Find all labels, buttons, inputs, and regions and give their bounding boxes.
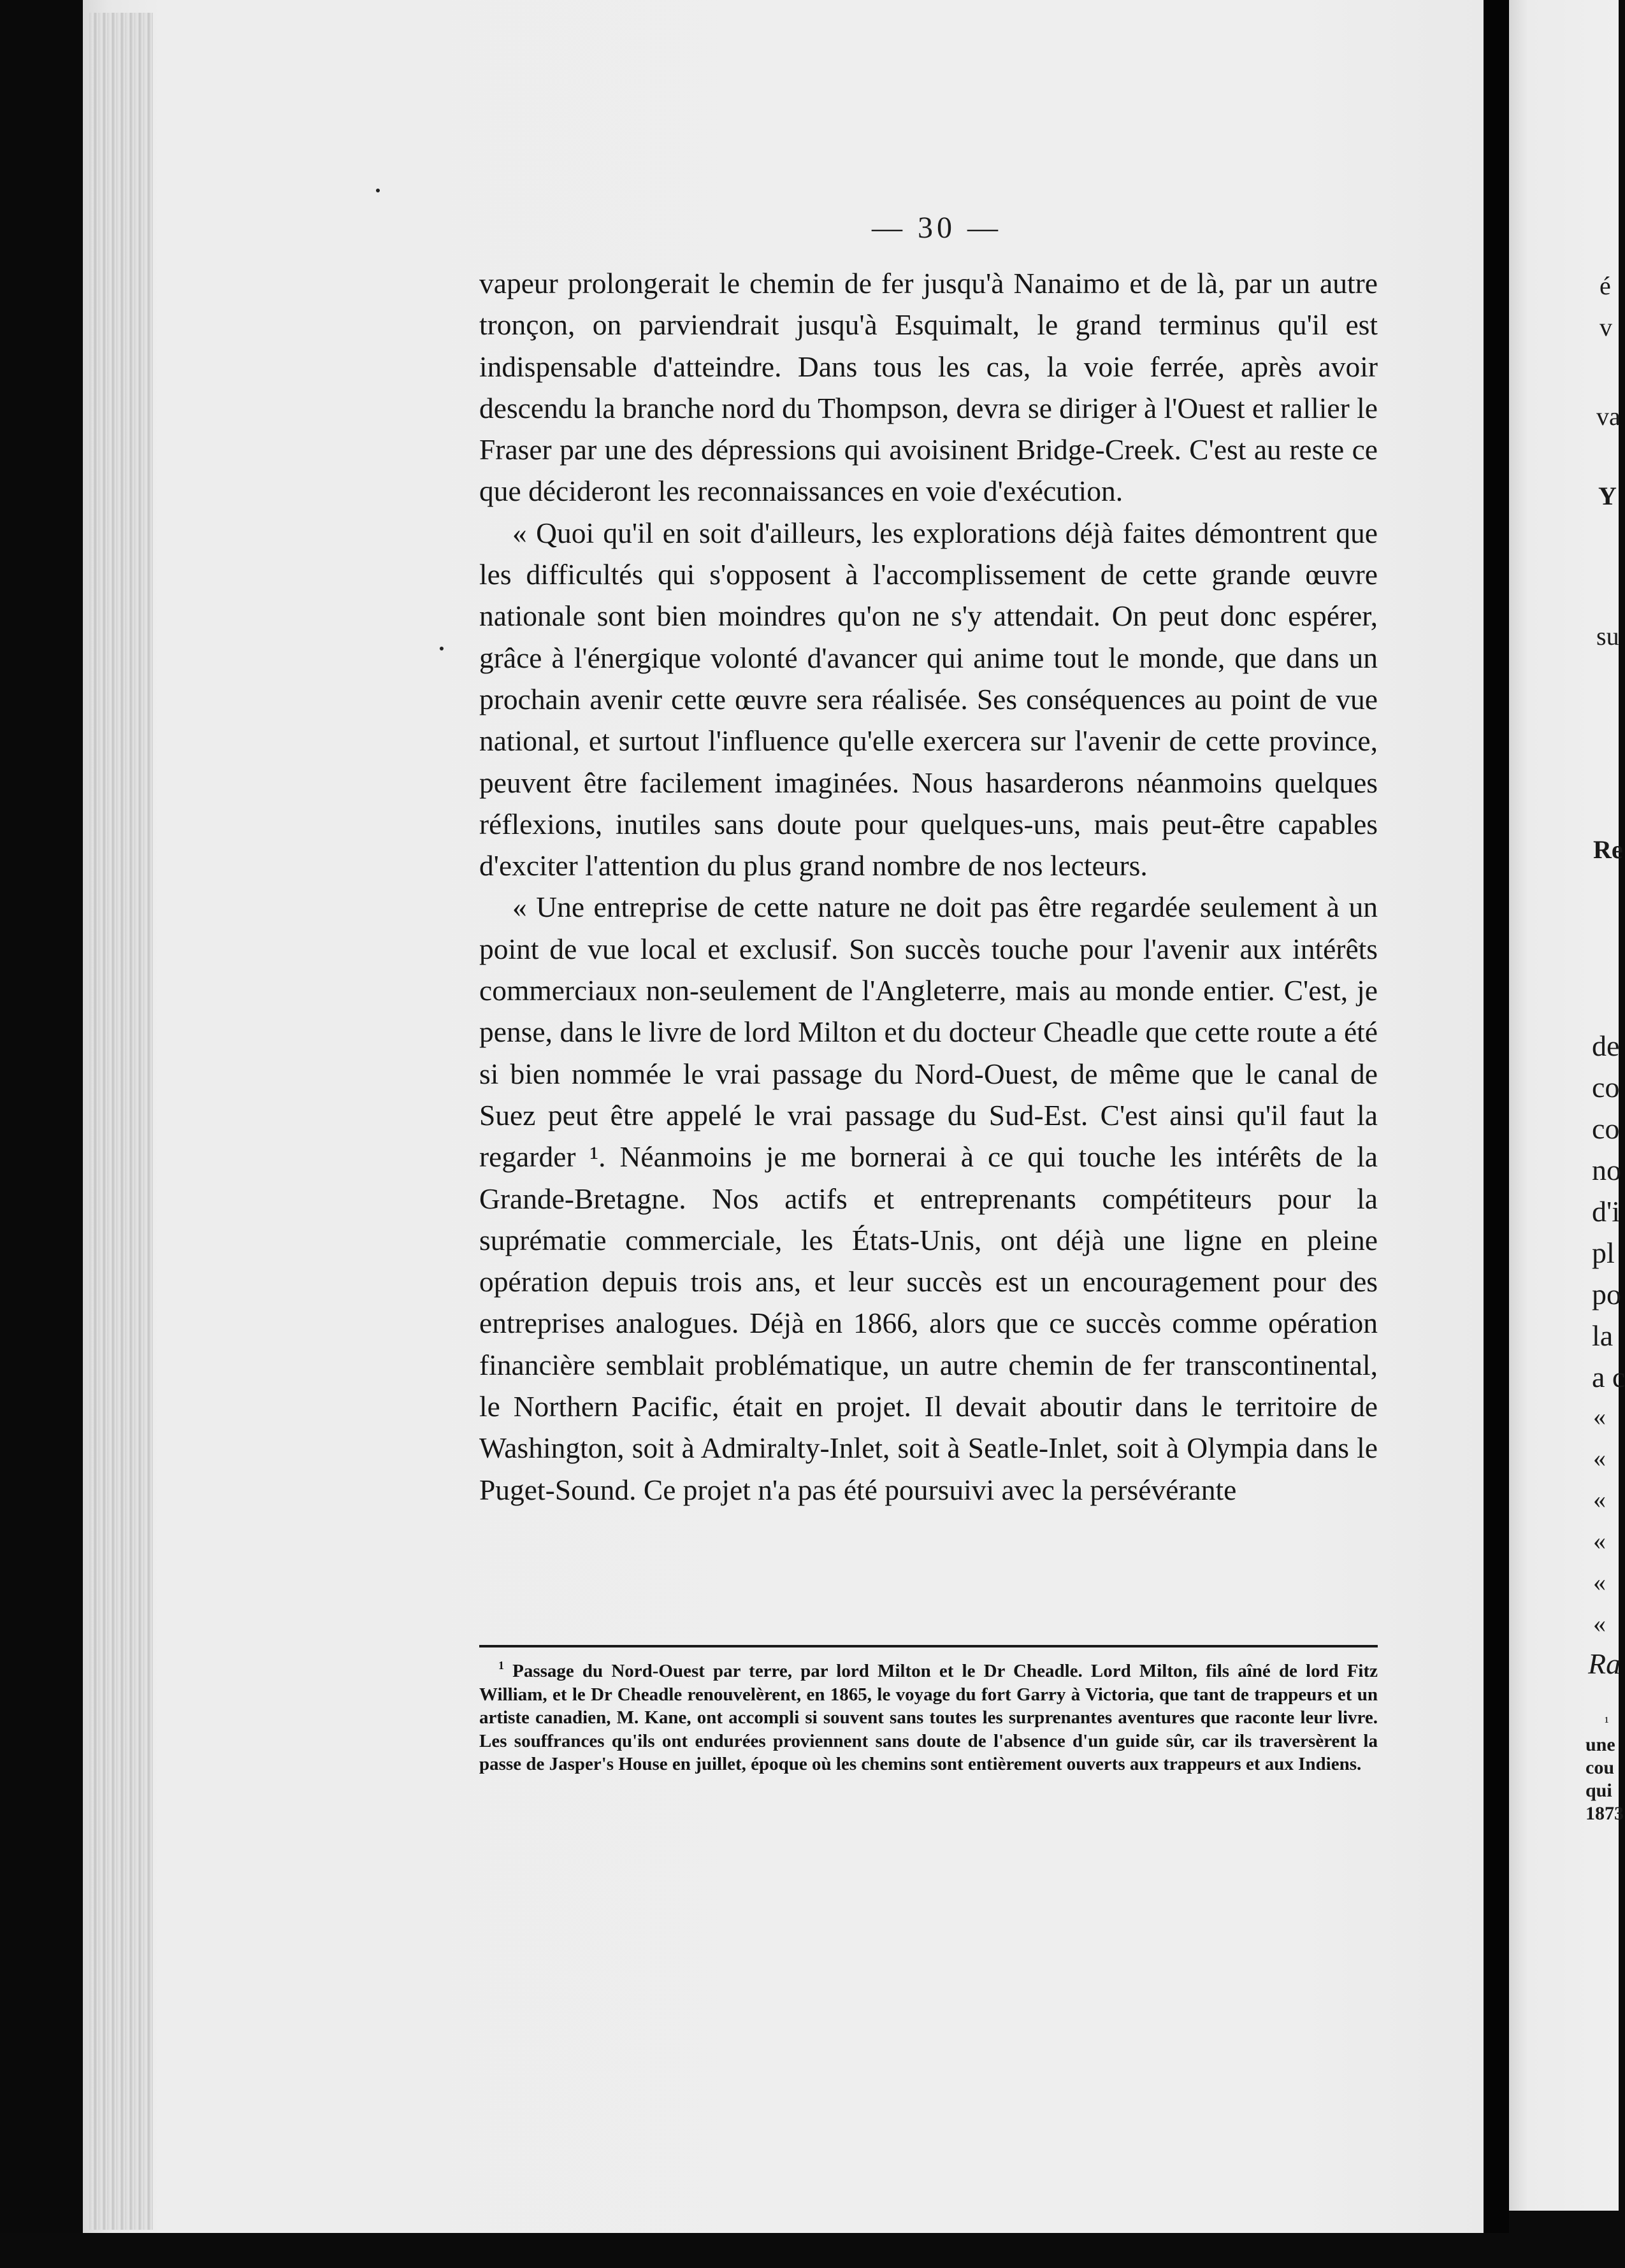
right-page-fragment: va (1596, 402, 1621, 431)
right-page-fragment: la (1592, 1319, 1614, 1352)
right-page-fragment: ¹ (1605, 1714, 1609, 1730)
right-page-fragment: co (1592, 1112, 1620, 1145)
right-page-fragment: Y (1598, 482, 1617, 510)
footnote-divider (479, 1645, 1378, 1647)
scan-bottom-edge (0, 2233, 1619, 2268)
right-page-fragment: Re (1593, 835, 1623, 864)
right-page-fragment: d'i (1592, 1195, 1621, 1228)
right-page-fragment: « (1593, 1568, 1606, 1597)
page-edge-texture (89, 13, 153, 2230)
right-page-fragment: a c (1592, 1361, 1625, 1393)
footnote (479, 1660, 1378, 1776)
right-page-fragment: « (1593, 1526, 1606, 1555)
body-text (479, 262, 1378, 1511)
right-page-fragment: v (1600, 313, 1612, 341)
right-page-fragment: pl (1592, 1237, 1615, 1269)
ink-speck (440, 647, 444, 650)
right-page-fragment: qui (1585, 1780, 1612, 1801)
paragraph-3: « Une entreprise de cette nature ne doit pas être regardée seulement à un point de vue local et exclusif. Son succès touche pour l'avenir aux intérêts commerciaux non-seulement de l'Angleterre, mais au monde entier. C'est, je pense, dans le livre de lord Milton et du docteur Cheadle que cette route a été si bien nommée le vrai passage du Nord-Ouest, de même que le canal de Suez peut être appelé le vrai passage du Sud-Est. C'est ainsi qu'il faut la regarder ¹. Néanmoins je me bornerai à ce qui touche les intérêts de la Grande-Bretagne. Nos actifs et entreprenants compétiteurs pour la suprématie commerciale, les États-Unis, ont déjà une ligne en pleine opération depuis trois ans, et leur succès est un encouragement pour des entreprises analogues. Déjà en 1866, alors que ce succès comme opération financière semblait problématique, un autre chemin de fer transcontinental, le Northern Pacific, était en projet. Il devait aboutir dans le territoire de Washington, soit à Admiralty-Inlet, soit à Seatle-Inlet, soit à Olympia dans le Puget-Sound. Ce projet n'a pas été poursuivi avec la persévérante (479, 891, 1378, 1506)
right-page-fragment: « (1593, 1444, 1606, 1472)
right-page-fragment: Ra (1588, 1647, 1621, 1680)
right-page-fragment: é (1600, 271, 1611, 300)
right-page-fragment: « (1593, 1485, 1606, 1514)
page-number: — 30 — (872, 211, 1002, 245)
footnote-text: Passage du Nord-Ouest par terre, par lord Milton et le Dr Cheadle. Lord Milton, fils aîné de lord Fitz William, et le Dr Cheadle renouvelèrent, en 1865, le voyage du fort Garry à Victoria, que tant de trappeurs et un artiste canadien, M. Kane, ont accompli si souvent sans toutes les surprenantes aventures que raconte leur livre. Les souffrances qu'ils ont endurées proviennent sans doute de l'absence d'un guide sûr, car ils traversèrent la passe de Jasper's House en juillet, époque où les chemins sont entièrement ouverts aux trappeurs et aux Indiens. (479, 1661, 1378, 1774)
right-page-fragment: su (1596, 622, 1619, 650)
book-gutter (1484, 0, 1509, 2268)
ink-speck (376, 189, 380, 192)
right-page-fragment: po (1592, 1278, 1621, 1310)
right-page-fragment: de (1592, 1030, 1620, 1062)
right-page-fragment: « (1593, 1609, 1606, 1638)
right-page-fragment: co (1592, 1071, 1620, 1103)
footnote-marker: 1 (498, 1659, 504, 1672)
right-page-fragment: « (1593, 1402, 1606, 1431)
right-page-fragment: 1873 (1585, 1803, 1624, 1824)
paragraph-2: « Quoi qu'il en soit d'ailleurs, les explorations déjà faites démontrent que les difficultés qui s'opposent à l'accomplissement de cette grande œuvre nationale sont bien moindres qu'on ne s'y attendait. On peut donc espérer, grâce à l'énergique volonté d'avancer qui anime tout le monde, que dans un prochain avenir cette œuvre sera réalisée. Ses conséquences au point de vue national, et surtout l'influence qu'elle exercera sur l'avenir de cette province, peuvent être facilement imaginées. Nous hasarderons néanmoins quelques réflexions, inutiles sans doute pour quelques-uns, mais peut-être capables d'exciter l'attention du plus grand nombre de nos lecteurs. (479, 516, 1378, 882)
right-page-fragment: une (1585, 1734, 1615, 1755)
right-page-fragment: cou (1585, 1757, 1614, 1778)
paragraph-1: vapeur prolongerait le chemin de fer jusqu'à Nanaimo et de là, par un autre tronçon, on parviendrait jusqu'à Esquimalt, le grand terminus qu'il est indispensable d'atteindre. Dans tous les cas, la voie ferrée, après avoir descendu la branche nord du Thompson, devra se diriger à l'Ouest et rallier le Fraser par une des dépressions qui avoisinent Bridge-Creek. C'est au reste ce que décideront les reconnaissances en voie d'exécution. (479, 267, 1378, 508)
right-page-fragment: no (1592, 1154, 1621, 1186)
scan-background (0, 0, 83, 2268)
